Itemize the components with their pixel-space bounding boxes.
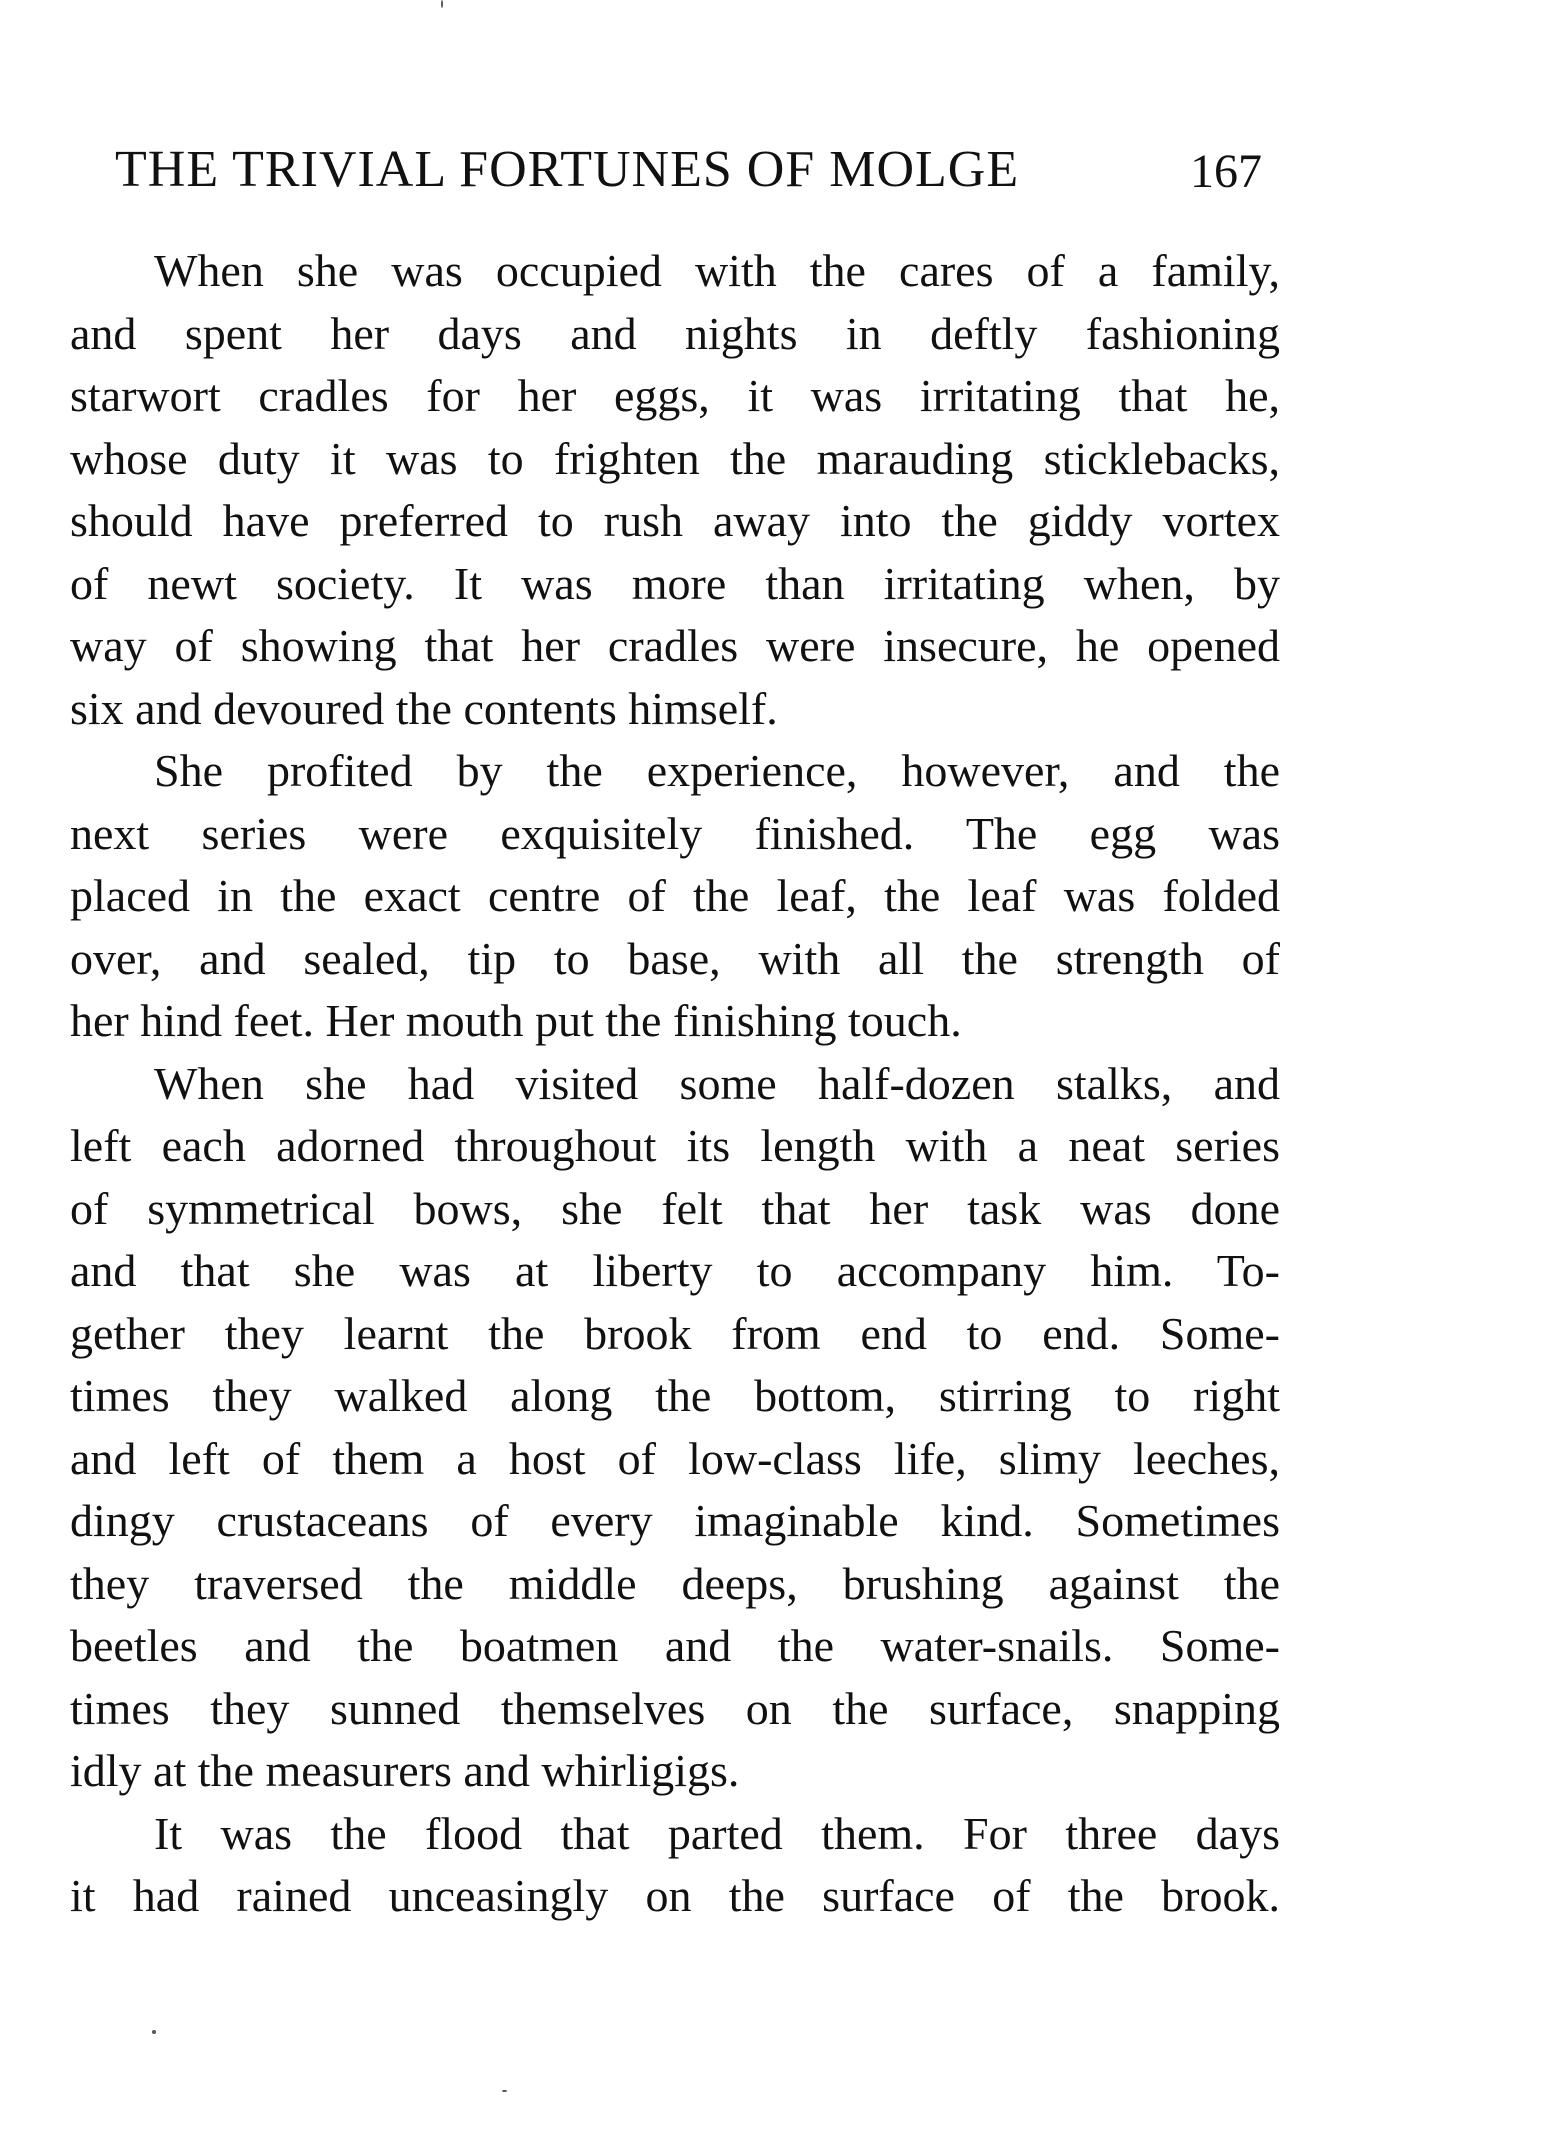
text-line: She profited by the experience, however, and the — [154, 745, 1280, 796]
text-line: over, and sealed, tip to base, with all the strength of — [70, 932, 1280, 984]
text-line: and spent her days and nights in deftly fashioning — [70, 307, 1280, 359]
text-line: dingy crustaceans of every imaginable kind. Sometimes — [70, 1495, 1280, 1546]
scan-speck — [152, 2030, 156, 2034]
text-line: and that she was at liberty to accompany him. To- — [70, 1245, 1280, 1296]
text-line: of newt society. It was more than irritating when, by — [70, 557, 1280, 609]
text-line: whose duty it was to frighten the marauding sticklebacks, — [70, 432, 1280, 484]
text-line: six and devoured the contents himself. — [70, 682, 778, 734]
text-line: starwort cradles for her eggs, it was irritating that he, — [70, 370, 1280, 421]
text-line: When she was occupied with the cares of a family, — [154, 245, 1280, 296]
text-line: next series were exquisitely finished. The egg was — [70, 807, 1280, 859]
text-line: idly at the measurers and whirligigs. — [70, 1745, 740, 1796]
text-line: beetles and the boatmen and the water-snails. Some- — [70, 1620, 1280, 1671]
text-line: they traversed the middle deeps, brushing against the — [70, 1557, 1280, 1609]
text-line: should have preferred to rush away into the giddy vortex — [70, 495, 1280, 546]
body-text — [70, 240, 1280, 1928]
text-line: times they sunned themselves on the surface, snapping — [70, 1682, 1280, 1734]
text-line: and left of them a host of low-class life, slimy leeches, — [70, 1432, 1280, 1484]
chapter-title: THE TRIVIAL FORTUNES OF MOLGE — [115, 141, 1020, 198]
text-line: placed in the exact centre of the leaf, the leaf was folded — [70, 870, 1280, 921]
text-line: gether they learnt the brook from end to end. Some- — [70, 1307, 1280, 1359]
text-line: left each adorned throughout its length with a neat series — [70, 1120, 1280, 1171]
scan-speck — [441, 0, 443, 8]
text-line: her hind feet. Her mouth put the finishing touch. — [70, 995, 962, 1046]
text-line: When she had visited some half-dozen stalks, and — [154, 1057, 1280, 1109]
page-number: 167 — [1190, 145, 1262, 198]
text-line: of symmetrical bows, she felt that her task was done — [70, 1182, 1280, 1234]
scan-speck — [502, 2090, 507, 2092]
text-line: it had rained unceasingly on the surface of the brook. — [70, 1870, 1280, 1921]
running-head — [0, 140, 1544, 220]
text-line: It was the flood that parted them. For three days — [154, 1807, 1280, 1859]
text-line: way of showing that her cradles were insecure, he opened — [70, 620, 1280, 671]
text-line: times they walked along the bottom, stirring to right — [70, 1370, 1280, 1421]
